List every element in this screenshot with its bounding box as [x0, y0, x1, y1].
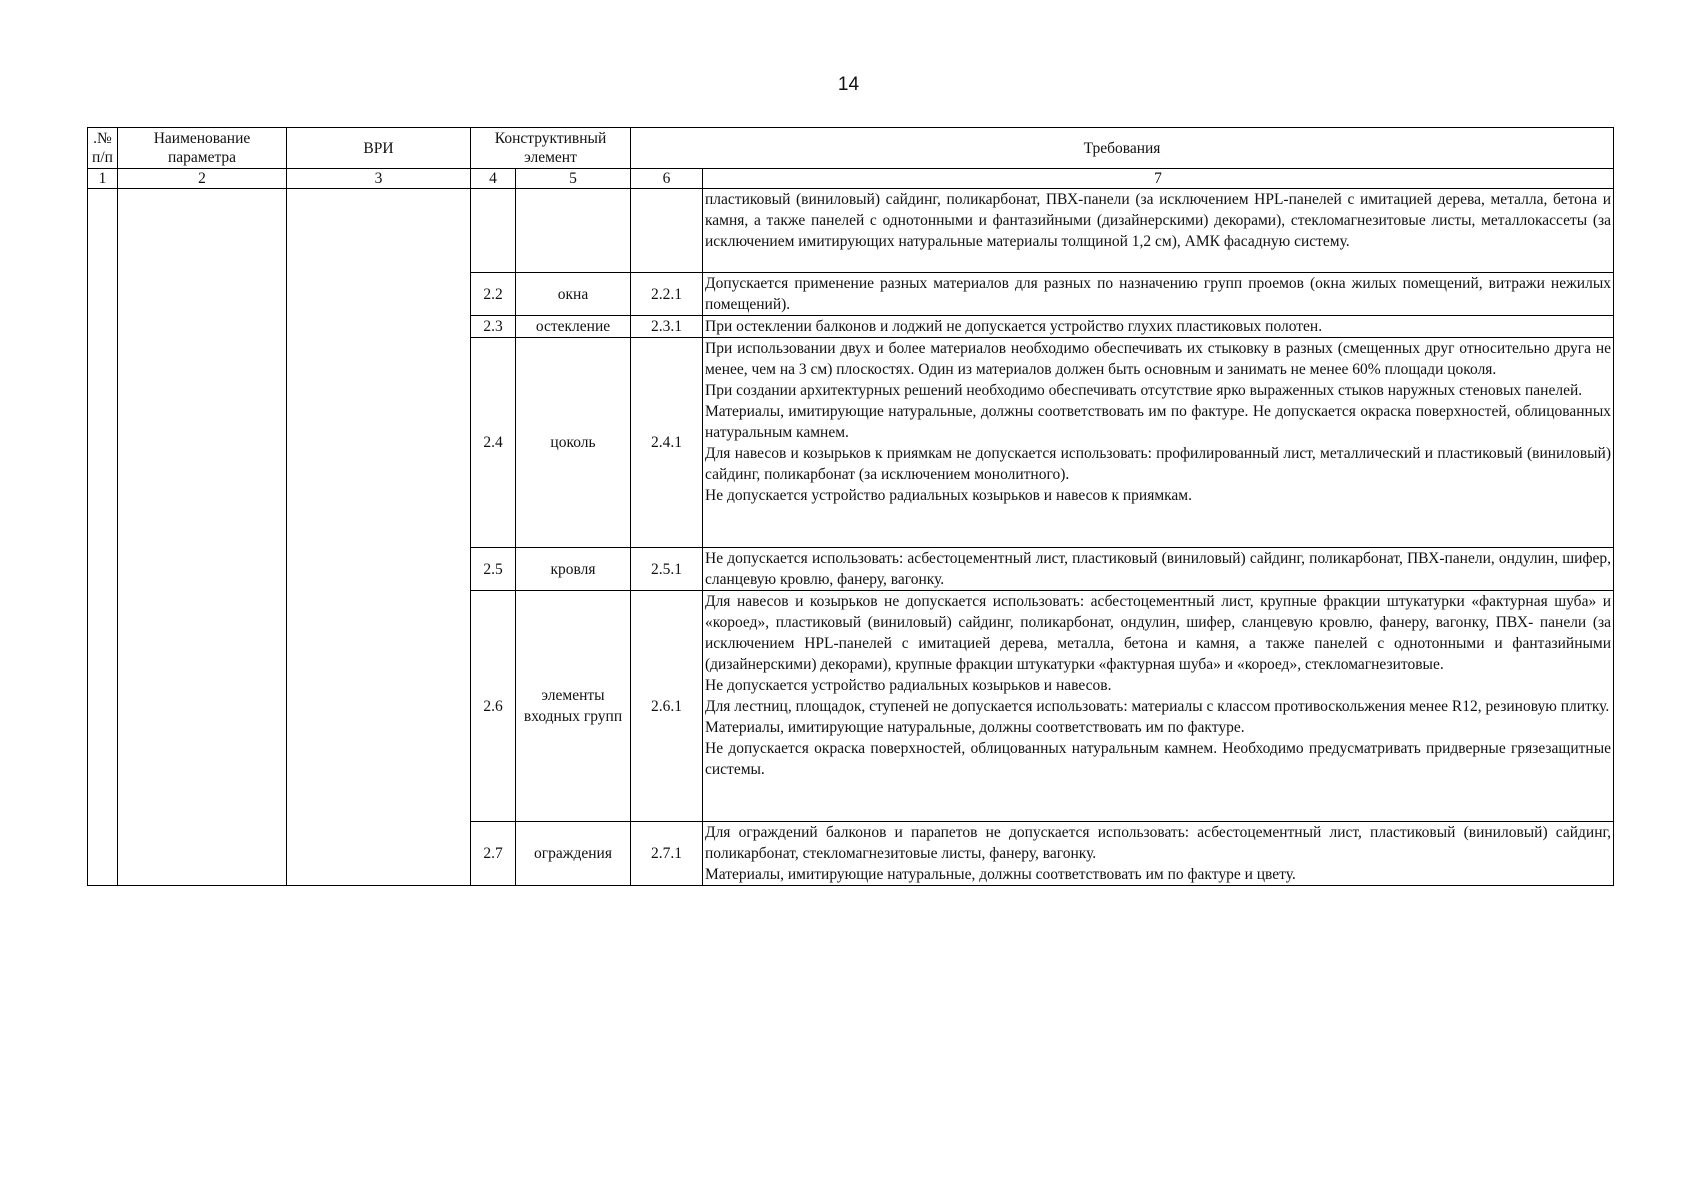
col-number: 3	[287, 169, 471, 189]
cell-element-number: 2.3	[471, 316, 516, 338]
cell-row-number	[88, 189, 118, 886]
col-number: 1	[88, 169, 118, 189]
requirement-paragraph: Для навесов и козырьков не допускается использовать: асбестоцементный лист, крупные фракции штукатурки «фактурная шуба» и «короед», пластиковый (виниловый) сайдинг, поликарбонат, ондулин, шифер, сланцевую кровлю, фанеру, вагонку, ПВХ- панели (за исключением HPL-панелей с имитацией дерева, металла, бетона и камня, а также панелей с однотонными и фантазийными (дизайнерскими) декорами), крупные фракции штукатурки «фактурная шуба» и «короед», стекломагнезитовые.	[705, 593, 1612, 673]
header-param: Наименование параметра	[118, 128, 287, 169]
requirement-paragraph: Для ограждений балконов и парапетов не допускается использовать: асбестоцементный лист, пластиковый (виниловый) сайдинг, поликарбонат, стекломагнезитовые листы, фанеру, вагонку.	[705, 824, 1612, 862]
requirement-paragraph: Материалы, имитирующие натуральные, должны соответствовать им по фактуре.	[705, 719, 1245, 736]
requirement-paragraph: Допускается применение разных материалов для разных по назначению групп проемов (окна жилых помещений, витражи нежилых помещений).	[705, 275, 1612, 313]
header-vri: ВРИ	[287, 128, 471, 169]
cell-parameter-name	[118, 189, 287, 886]
header-requirements: Требования	[631, 128, 1614, 169]
cell-element-name: окна	[516, 273, 631, 316]
cell-element-name: остекление	[516, 316, 631, 338]
cell-requirements	[703, 591, 1614, 822]
cell-element-number	[471, 189, 516, 273]
page-number: 14	[837, 74, 860, 95]
requirements-table	[87, 127, 1614, 886]
cell-element-number: 2.7	[471, 822, 516, 886]
header-element: Конструктивный элемент	[471, 128, 631, 169]
cell-element-number: 2.2	[471, 273, 516, 316]
requirement-paragraph: Не допускается устройство радиальных козырьков и навесов к приямкам.	[705, 487, 1192, 504]
cell-item-number: 2.3.1	[631, 316, 703, 338]
requirement-paragraph: Для лестниц, площадок, ступеней не допускается использовать: материалы с классом противоскольжения менее R12, резиновую плитку.	[705, 698, 1610, 715]
requirement-paragraph: Материалы, имитирующие натуральные, должны соответствовать им по фактуре. Не допускается окраска поверхностей, облицованных натуральным камнем.	[705, 403, 1612, 441]
cell-item-number	[631, 189, 703, 273]
cell-requirements	[703, 548, 1614, 591]
cell-item-number: 2.5.1	[631, 548, 703, 591]
cell-requirements	[703, 316, 1614, 338]
requirement-paragraph: При остеклении балконов и лоджий не допускается устройство глухих пластиковых полотен.	[705, 318, 1323, 335]
col-number: 7	[703, 169, 1614, 189]
cell-requirements	[703, 338, 1614, 548]
cell-element-number: 2.6	[471, 591, 516, 822]
requirement-paragraph: Не допускается использовать: асбестоцементный лист, пластиковый (виниловый) сайдинг, поликарбонат, ПВХ-панели, ондулин, шифер, сланцевую кровлю, фанеру, вагонку.	[705, 550, 1612, 588]
cell-element-name	[516, 189, 631, 273]
col-number: 2	[118, 169, 287, 189]
requirement-paragraph: пластиковый (виниловый) сайдинг, поликарбонат, ПВХ-панели (за исключением HPL-панелей с имитацией дерева, металла, бетона и камня, а также панелей с однотонными и фантазийными (дизайнерскими) декорами), стекломагнезитовые листы, металлокассеты (за исключением имитирующих натуральные материалы толщиной 1,2 см), АМК фасадную систему.	[705, 191, 1612, 250]
col-number: 4	[471, 169, 516, 189]
cell-vri	[287, 189, 471, 886]
table-row	[88, 189, 1614, 273]
cell-element-name: цоколь	[516, 338, 631, 548]
requirement-paragraph: Материалы, имитирующие натуральные, должны соответствовать им по фактуре и цвету.	[705, 866, 1296, 883]
col-number: 6	[631, 169, 703, 189]
cell-element-number: 2.5	[471, 548, 516, 591]
cell-requirements	[703, 822, 1614, 886]
cell-element-name: ограждения	[516, 822, 631, 886]
requirement-paragraph: При использовании двух и более материалов необходимо обеспечивать их стыковку в разных (смещенных друг относительно друга не менее, чем на 3 см) плоскостях. Один из материалов должен быть основным и занимать не менее 60% площади цоколя.	[705, 340, 1612, 378]
requirement-paragraph: Не допускается окраска поверхностей, облицованных натуральным камнем. Необходимо предусматривать придверные грязезащитные системы.	[705, 740, 1612, 778]
cell-element-number: 2.4	[471, 338, 516, 548]
cell-item-number: 2.2.1	[631, 273, 703, 316]
cell-requirements	[703, 273, 1614, 316]
cell-requirements	[703, 189, 1614, 273]
header-num: .№ п/п	[88, 128, 118, 169]
cell-element-name: кровля	[516, 548, 631, 591]
cell-item-number: 2.6.1	[631, 591, 703, 822]
requirement-paragraph: Не допускается устройство радиальных козырьков и навесов.	[705, 677, 1112, 694]
cell-item-number: 2.7.1	[631, 822, 703, 886]
cell-item-number: 2.4.1	[631, 338, 703, 548]
cell-element-name: элементы входных групп	[516, 591, 631, 822]
col-number: 5	[516, 169, 631, 189]
requirement-paragraph: При создании архитектурных решений необходимо обеспечивать отсутствие ярко выраженных стыков наружных стеновых панелей.	[705, 382, 1583, 399]
requirement-paragraph: Для навесов и козырьков к приямкам не допускается использовать: профилированный лист, металлический и пластиковый (виниловый) сайдинг, поликарбонат (за исключением монолитного).	[705, 445, 1612, 483]
